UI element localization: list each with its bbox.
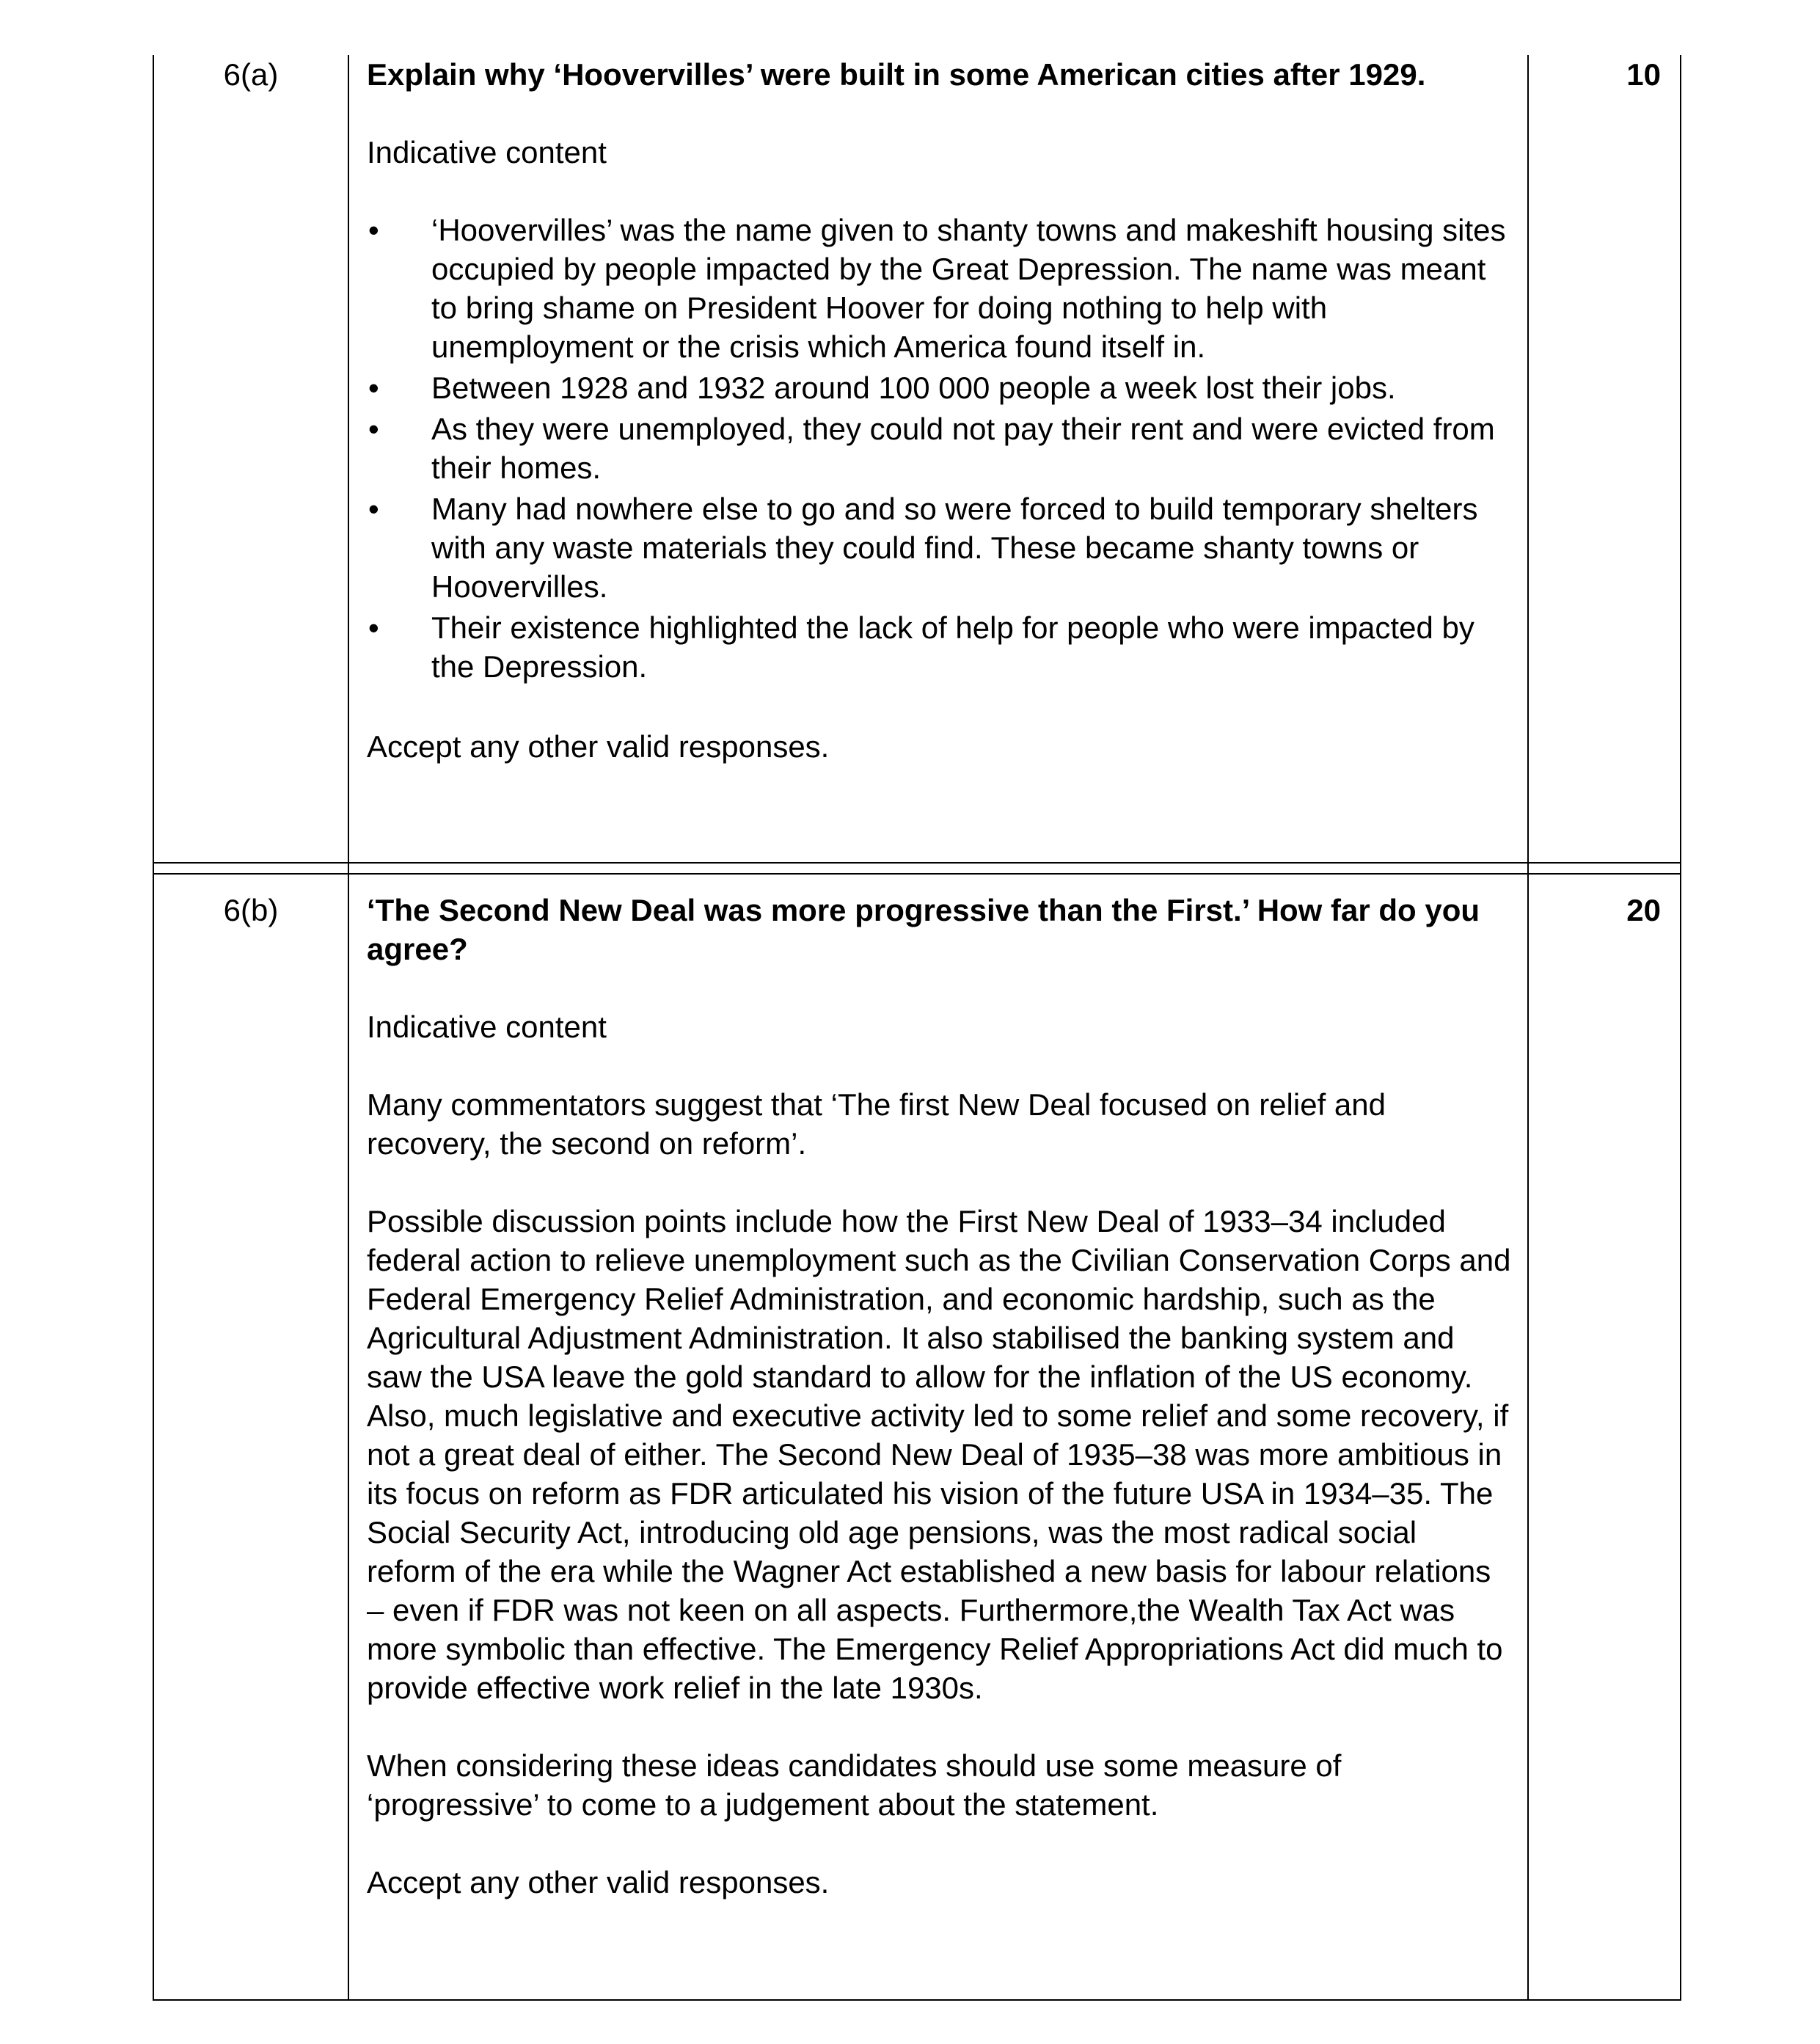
point-text: Between 1928 and 1932 around 100 000 people a week lost their jobs. — [431, 371, 1396, 405]
table-border-bottom — [153, 1999, 1681, 2001]
table-column-divider — [348, 55, 349, 2001]
row-separator — [153, 873, 1681, 875]
bullet-icon: • — [368, 492, 379, 526]
point-text: Their existence highlighted the lack of help for people who were impacted by the Depression. — [431, 610, 1474, 684]
table-column-divider — [1527, 55, 1529, 2001]
point-text: As they were unemployed, they could not pay their rent and were evicted from their homes. — [431, 412, 1495, 485]
list-item — [367, 608, 1511, 686]
table-border-right — [1680, 55, 1681, 2001]
closing-note: Accept any other valid responses. — [367, 1865, 830, 1899]
list-item — [367, 211, 1511, 366]
indicative-points — [367, 211, 1511, 686]
question-text: ‘The Second New Deal was more progressive than the First.’ How far do you agree? — [367, 893, 1480, 966]
question-number: 6(b) — [223, 893, 279, 927]
paragraph: Many commentators suggest that ‘The first New Deal focused on relief and recovery, the second on reform’. — [367, 1087, 1386, 1161]
bullet-icon: • — [368, 610, 379, 645]
content-heading: Indicative content — [367, 1010, 607, 1044]
paragraph: Possible discussion points include how the First New Deal of 1933–34 included federal action to relieve unemployment such as the Civilian Conservation Corps and Federal Emergency Relief Administration, and economic hardship, such as the Agricultural Adjustment Administration. It also stabilised the banking system and saw the USA leave the gold standard to allow for the inflation of the US economy. Also, much legislative and executive activity led to some relief and some recovery, if not a great deal of either. The Second New Deal of 1935–38 was more ambitious in its focus on reform as FDR articulated his vision of the future USA in 1934–35. The Social Security Act, introducing old age pensions, was the most radical social reform of the era while the Wagner Act established a new basis for labour relations – even if FDR was not keen on all aspects. Furthermore,the Wealth Tax Act was more symbolic than effective. The Emergency Relief Appropriations Act did much to provide effective work relief in the late 1930s. — [367, 1204, 1511, 1705]
answer-content — [367, 55, 1511, 766]
list-item — [367, 368, 1511, 407]
list-item — [367, 409, 1511, 487]
question-marks: 20 — [1626, 893, 1661, 927]
question-number: 6(a) — [223, 57, 279, 92]
content-heading: Indicative content — [367, 135, 607, 169]
bullet-icon: • — [368, 213, 379, 247]
row-separator — [153, 862, 1681, 864]
point-text: Many had nowhere else to go and so were forced to build temporary shelters with any waste materials they could find. These became shanty towns or Hoovervilles. — [431, 492, 1478, 604]
paragraph: When considering these ideas candidates should use some measure of ‘progressive’ to come to a judgement about the statement. — [367, 1748, 1342, 1822]
point-text: ‘Hoovervilles’ was the name given to shanty towns and makeshift housing sites occupied by people impacted by the Great Depression. The name was meant to bring shame on President Hoover for doing nothing to help with unemployment or the crisis which America found itself in. — [431, 213, 1506, 364]
list-item — [367, 489, 1511, 606]
bullet-icon: • — [368, 412, 379, 446]
answer-content — [367, 891, 1511, 1902]
table-border-left — [153, 55, 154, 2001]
bullet-icon: • — [368, 371, 379, 405]
question-marks: 10 — [1626, 57, 1661, 92]
closing-note: Accept any other valid responses. — [367, 729, 830, 764]
question-text: Explain why ‘Hoovervilles’ were built in some American cities after 1929. — [367, 57, 1426, 92]
